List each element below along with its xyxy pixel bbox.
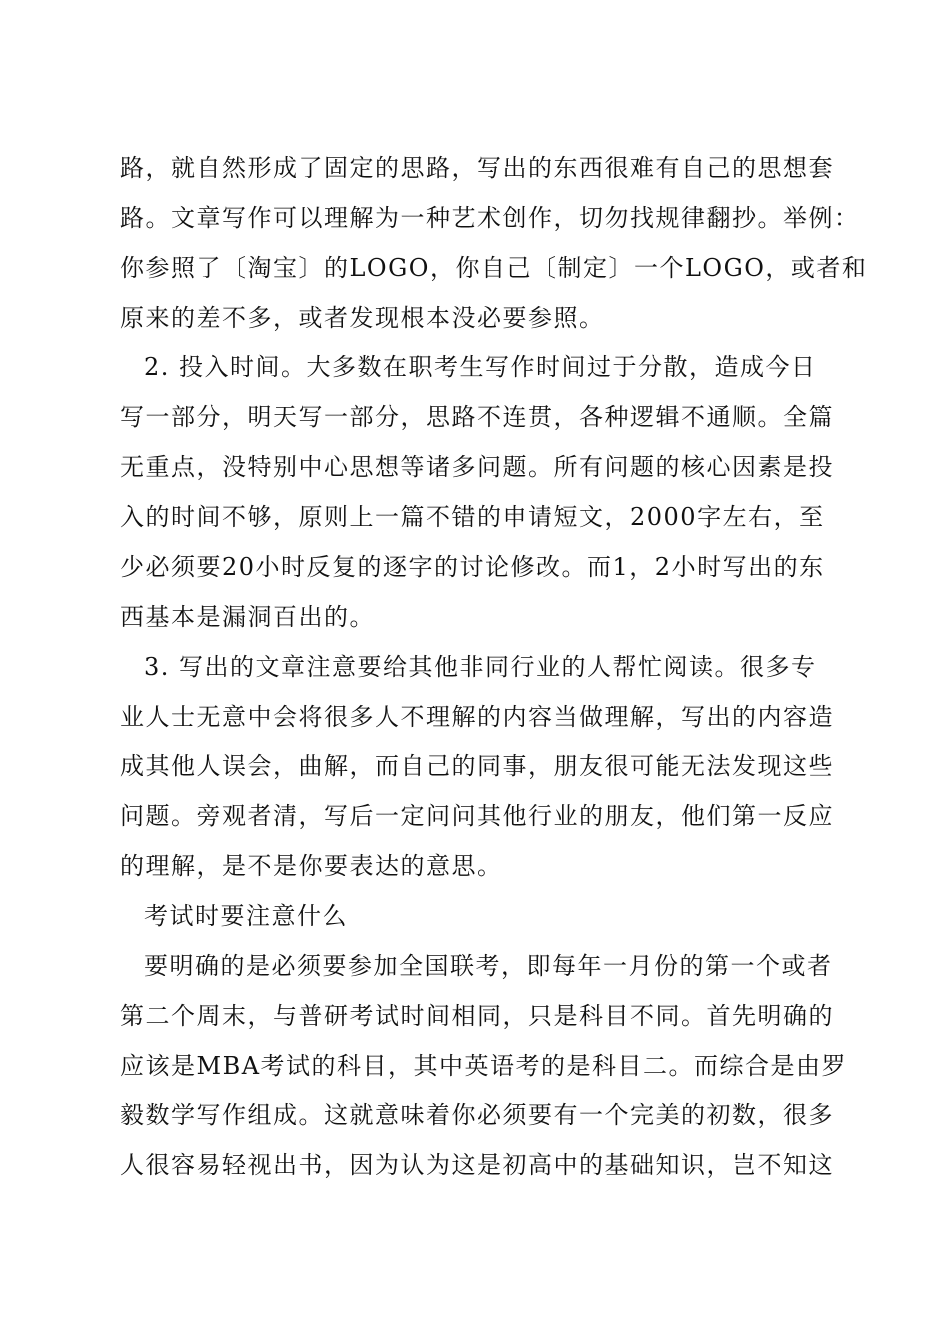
numbered-paragraph-2-start: 2. 投入时间。大多数在职考生写作时间过于分散，造成今日: [144, 353, 817, 381]
section-heading: 考试时要注意什么: [144, 902, 348, 930]
text-line: 路，就自然形成了固定的思路，写出的东西很难有自己的思想套: [120, 154, 834, 182]
text-line: 应该是MBA考试的科目，其中英语考的是科目二。而综合是由罗: [120, 1052, 848, 1080]
numbered-paragraph-3-start: 3. 写出的文章注意要给其他非同行业的人帮忙阅读。很多专: [144, 653, 817, 681]
text-line: 入的时间不够，原则上一篇不错的申请短文，2000字左右，至: [120, 503, 825, 531]
paragraph-start: 要明确的是必须要参加全国联考，即每年一月份的第一个或者: [144, 952, 833, 980]
text-line: 成其他人误会，曲解，而自己的同事，朋友很可能无法发现这些: [120, 752, 834, 780]
text-line: 原来的差不多，或者发现根本没必要参照。: [120, 304, 605, 332]
text-line: 第二个周末，与普研考试时间相同，只是科目不同。首先明确的: [120, 1002, 834, 1030]
text-line: 西基本是漏洞百出的。: [120, 603, 375, 631]
text-line: 路。文章写作可以理解为一种艺术创作，切勿找规律翻抄。举例：: [120, 204, 860, 232]
text-line: 的理解，是不是你要表达的意思。: [120, 852, 503, 880]
text-line: 毅数学写作组成。这就意味着你必须要有一个完美的初数，很多: [120, 1101, 834, 1129]
text-line: 少必须要20小时反复的逐字的讨论修改。而1，2小时写出的东: [120, 553, 825, 581]
text-line: 无重点，没特别中心思想等诸多问题。所有问题的核心因素是投: [120, 453, 834, 481]
text-line: 写一部分，明天写一部分，思路不连贯，各种逻辑不通顺。全篇: [120, 403, 834, 431]
text-line: 人很容易轻视出书，因为认为这是初高中的基础知识，岂不知这: [120, 1151, 834, 1179]
text-line: 你参照了〔淘宝〕的LOGO，你自己〔制定〕一个LOGO，或者和: [120, 254, 868, 282]
text-line: 业人士无意中会将很多人不理解的内容当做理解，写出的内容造: [120, 703, 834, 731]
text-line: 问题。旁观者清，写后一定问问其他行业的朋友，他们第一反应: [120, 802, 834, 830]
